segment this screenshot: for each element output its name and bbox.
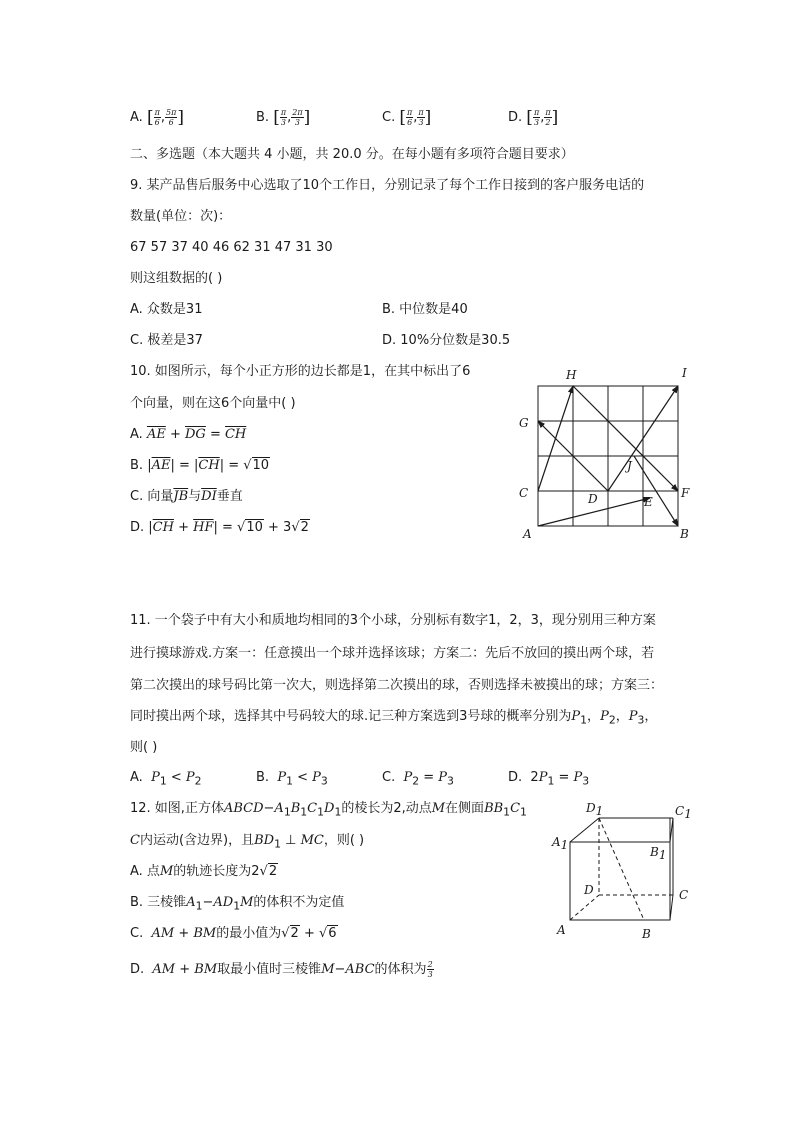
label-b1: B1 bbox=[650, 845, 667, 862]
q9-line2: 数量(单位：次)： bbox=[130, 209, 232, 224]
label-b: B bbox=[680, 527, 689, 541]
label-c: C bbox=[679, 888, 689, 902]
q8-option-d: D. [ $\frac{\pi}{3}$ , $\frac{\pi}{2}$ ] bbox=[508, 107, 559, 128]
grid-lines bbox=[538, 386, 678, 526]
q8-option-c: C. [ $\frac{\pi}{6}$ , $\frac{\pi}{3}$ ] bbox=[382, 107, 432, 128]
q9-option-b: B. 中位数是40 bbox=[382, 302, 468, 317]
section2-title: 二、多选题（本大题共 4 小题，共 20.0 分。在每小题有多项符合题目要求） bbox=[130, 147, 574, 162]
q12-option-d: D. AM + BM取最小值时三棱锥M−ABC的体积为 $\frac{2}{3}$ bbox=[130, 960, 433, 979]
q11-option-a: A. $P_1 < P_2$ bbox=[130, 770, 202, 788]
q11-line4: 同时摸出两个球，选择其中号码较大的球.记三种方案选到3号球的概率分别为$P_1$，$P_2$，$P_3$， bbox=[130, 709, 658, 727]
q10-line1: 10. 如图所示，每个小正方形的边长都是1，在其中标出了6 bbox=[130, 364, 471, 379]
cube-figure bbox=[548, 798, 698, 946]
q8-option-a: A. [ $\frac{\pi}{6}$ , $\frac{5\pi}{6}$ ] bbox=[130, 107, 184, 128]
label-d: D bbox=[584, 883, 594, 897]
label-e: E bbox=[644, 495, 653, 509]
q9-option-a: A. 众数是31 bbox=[130, 302, 203, 317]
vector-ch bbox=[538, 386, 573, 491]
q10-option-c: C. 向量$\overline{JB}$与$\overline{DI}$垂直 bbox=[130, 489, 243, 504]
q11-option-b: B. $P_1 < P_3$ bbox=[256, 770, 328, 788]
label-j: J bbox=[627, 459, 632, 473]
label-d: D bbox=[588, 492, 598, 506]
q11-option-d: D. $2P_1 = P_3$ bbox=[508, 770, 590, 788]
q9-option-c: C. 极差是37 bbox=[130, 333, 203, 348]
label-g: G bbox=[519, 416, 529, 430]
vector-grid-figure bbox=[510, 362, 700, 544]
vector-hf bbox=[573, 386, 678, 491]
q12-line1: 12. 如图,正方体$ABCD-A_1B_1C_1D_1$的棱长为2,动点M在侧面$BB_1C_1$ bbox=[130, 801, 527, 819]
q9-option-d: D. 10%分位数是30.5 bbox=[382, 333, 511, 348]
q11-line1: 11. 一个袋子中有大小和质地均相同的3个小球，分别标有数字1，2，3，现分别用三种方案 bbox=[130, 613, 656, 628]
label-d1: D1 bbox=[586, 801, 604, 818]
q10-option-a: A. $\overline{AE} + \overline{DG} = \overline{CH}$ bbox=[130, 427, 247, 442]
q11-option-c: C. $P_2 = P_3$ bbox=[382, 770, 454, 788]
label-i: I bbox=[682, 366, 687, 380]
q8-option-b: B. [ $\frac{\pi}{3}$ , $\frac{2\pi}{3}$ ] bbox=[256, 107, 311, 128]
q9-line1: 9. 某产品售后服务中心选取了10个工作日，分别记录了每个工作日接到的客户服务电话的 bbox=[130, 178, 645, 193]
label-f: F bbox=[681, 486, 690, 500]
q10-option-b: B. $|\overline{AE}| = |\overline{CH}| = √10$ bbox=[130, 458, 270, 473]
q10-option-d: D. $|\overline{CH} + \overline{HF}| = √10 + 3√2$ bbox=[130, 520, 309, 535]
q12-line2: C内运动(含边界)，且$BD_1$ ⊥ MC，则( ) bbox=[130, 833, 365, 851]
label-a1: A1 bbox=[552, 835, 569, 852]
q11-line2: 进行摸球游戏.方案一：任意摸出一个球并选择该球；方案二：先后不放回的摸出两个球，若 bbox=[130, 646, 655, 661]
q9-stem: 则这组数据的( ) bbox=[130, 271, 223, 286]
q11-stem: 则( ) bbox=[130, 740, 158, 755]
label-a: A bbox=[557, 923, 566, 937]
label-b: B bbox=[642, 927, 651, 941]
q12-option-a: A. 点M的轨迹长度为2√2 bbox=[130, 864, 278, 879]
label-a: A bbox=[523, 527, 532, 541]
q11-line3: 第二次摸出的球号码比第一次大，则选择第二次摸出的球，否则选择未被摸出的球；方案三： bbox=[130, 678, 664, 693]
label-h: H bbox=[566, 368, 577, 382]
q10-line2: 个向量，则在这6个向量中( ) bbox=[130, 396, 296, 411]
q12-option-c: C. AM + BM的最小值为√2 + √6 bbox=[130, 926, 337, 941]
label-c: C bbox=[519, 486, 529, 500]
q12-option-b: B. 三棱锥$A_1-AD_1M$的体积不为定值 bbox=[130, 895, 345, 913]
label-c1: C1 bbox=[675, 804, 692, 821]
q9-data-line: 67 57 37 40 46 62 31 47 31 30 bbox=[130, 240, 333, 255]
